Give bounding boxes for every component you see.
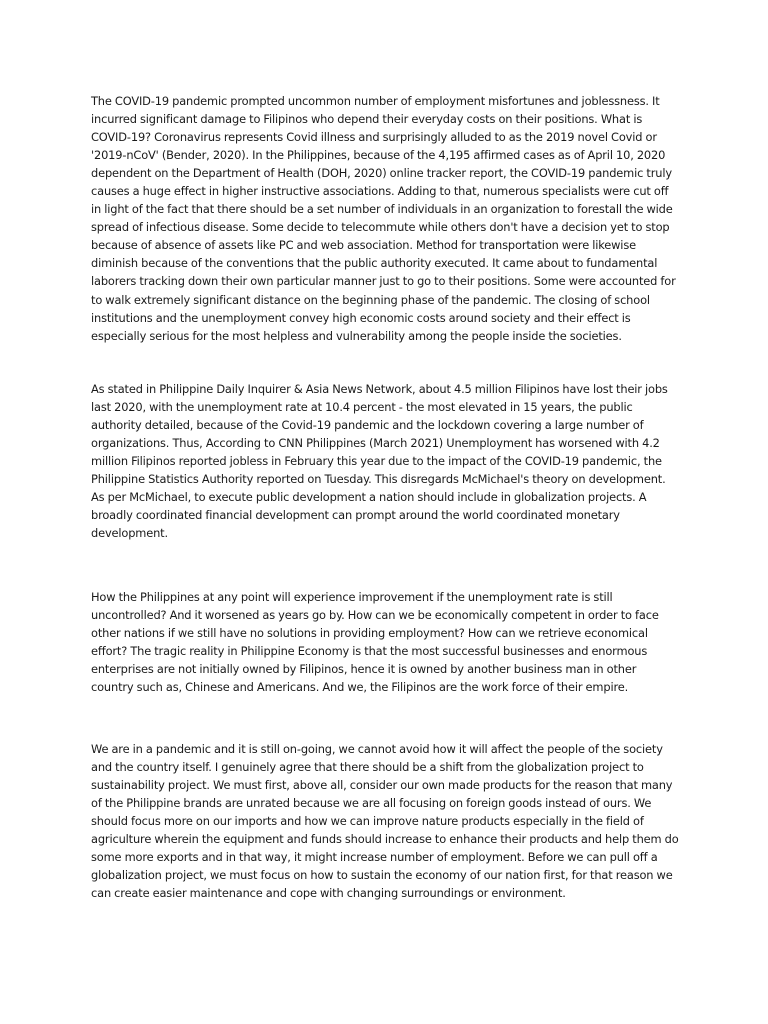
- paragraph-economic-questions: How the Philippines at any point will experience improvement if the unemployment rate is still uncontrolled? And it worsened as years go by. How can we be economically competent in order to face other nations if we still have no solutions in providing employment? How can we retrieve economical effort? The tragic reality in Philippine Economy is that the most successful businesses and enormous enterprises are not initially owned by Filipinos, hence it is owned by another business man in other country such as, Chinese and Americans. And we, the Filipinos are the work force of their empire.: [91, 590, 659, 695]
- paragraph-sustainability: We are in a pandemic and it is still on-going, we cannot avoid how it will affect the people of the society and the country itself. I genuinely agree that there should be a shift from the globalization project to sustainability project. We must first, above all, consider our own made products for the reason that many of the Philippine brands are unrated because we are all focusing on foreign goods instead of ours. We should focus more on our imports and how we can improve nature products especially in the field of agriculture wherein the equipment and funds should increase to enhance their products and help them do some more exports and in that way, it might increase number of employment. Before we can pull off a globalization project, we must focus on how to sustain the economy of our nation first, for that reason we can create easier maintenance and cope with changing surroundings or environment.: [91, 742, 679, 901]
- paragraph-unemployment-stats: As stated in Philippine Daily Inquirer & Asia News Network, about 4.5 million Filipinos have lost their jobs last 2020, with the unemployment rate at 10.4 percent - the most elevated in 15 years, the public authority detailed, because of the Covid-19 pandemic and the lockdown covering a large number of organizations. Thus, According to CNN Philippines (March 2021) Unemployment has worsened with 4.2 million Filipinos reported jobless in February this year due to the impact of the COVID-19 pandemic, the Philippine Statistics Authority reported on Tuesday. This disregards McMichael's theory on development. As per McMichael, to execute public development a nation should include in globalization projects. A broadly coordinated financial development can prompt around the world coordinated monetary development.: [91, 382, 668, 541]
- paragraph-covid-impact: The COVID-19 pandemic prompted uncommon number of employment misfortunes and joblessness. It incurred significant damage to Filipinos who depend their everyday costs on their positions. What is COVID-19? Coronavirus represents Covid illness and surprisingly alluded to as the 2019 novel Covid or '2019-nCoV' (Bender, 2020). In the Philippines, because of the 4,195 affirmed cases as of April 10, 2020 dependent on the Department of Health (DOH, 2020) online tracker report, the COVID-19 pandemic truly causes a huge effect in higher instructive associations. Adding to that, numerous specialists were cut off in light of the fact that there should be a set number of individuals in an organization to forestall the wide spread of infectious disease. Some decide to telecommute while others don't have a decision yet to stop because of absence of assets like PC and web association. Method for transportation were likewise diminish because of the conventions that the public authority executed. It came about to fundamental laborers tracking down their own particular manner just to go to their positions. Some were accounted for to walk extremely significant distance on the beginning phase of the pandemic. The closing of school institutions and the unemployment convey high economic costs around society and their effect is especially serious for the most helpless and vulnerability among the people inside the societies.: [91, 94, 676, 343]
